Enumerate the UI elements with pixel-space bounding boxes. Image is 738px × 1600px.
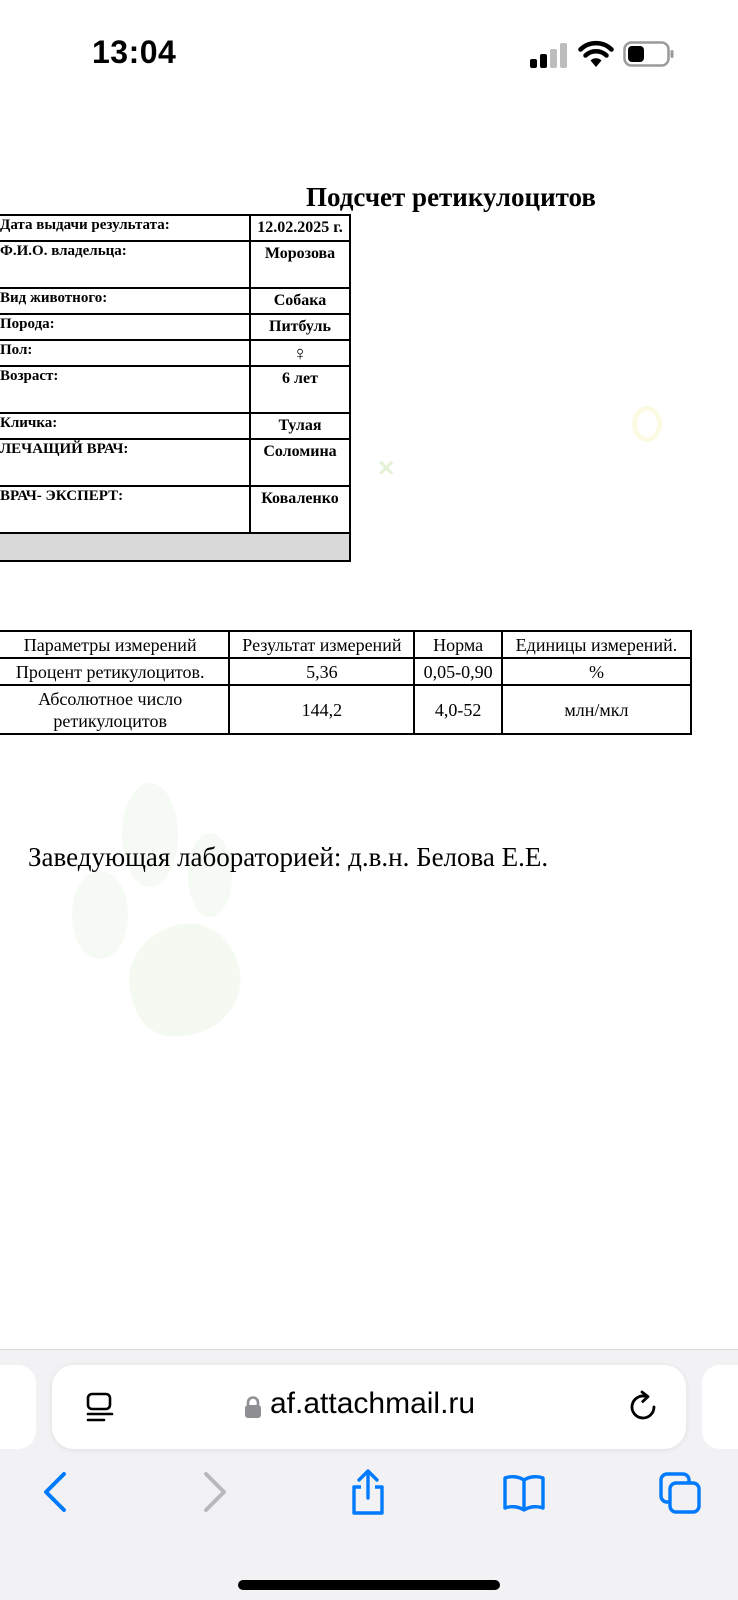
info-label: ЛЕЧАЩИЙ ВРАЧ: (0, 439, 250, 486)
address-bar[interactable] (52, 1365, 686, 1449)
info-label: Порода: (0, 314, 250, 340)
url-text[interactable]: af.attachmail.ru (270, 1387, 476, 1420)
info-label: Кличка: (0, 413, 250, 439)
info-value: Питбуль (250, 314, 350, 340)
results-table (0, 630, 692, 735)
results-header: Результат измерений (229, 631, 414, 658)
results-cell: 4,0-52 (414, 685, 502, 734)
share-icon[interactable] (346, 1468, 390, 1516)
circle-watermark-icon (632, 406, 662, 442)
results-cell: % (502, 658, 691, 685)
info-label: ВРАЧ- ЭКСПЕРТ: (0, 486, 250, 533)
results-header: Норма (414, 631, 502, 658)
back-chevron-icon[interactable] (34, 1468, 78, 1516)
page-menu-icon[interactable] (84, 1391, 116, 1423)
battery-icon (623, 41, 675, 67)
results-header-row (0, 631, 691, 658)
next-tab-preview[interactable] (702, 1365, 738, 1449)
previous-tab-preview[interactable] (0, 1365, 36, 1449)
info-label: Возраст: (0, 366, 250, 413)
info-label: Дата выдачи результата: (0, 215, 250, 241)
wifi-icon (578, 40, 614, 68)
browser-toolbar (0, 1349, 738, 1600)
info-row-species (0, 288, 350, 314)
lab-head-signature: Заведующая лабораторией: д.в.н. Белова Е.Е. (28, 842, 549, 872)
lock-icon (244, 1395, 262, 1419)
info-row-date (0, 215, 350, 241)
info-value: 12.02.2025 г. (250, 215, 350, 241)
gray-spacer-row (0, 533, 350, 561)
results-cell: 144,2 (229, 685, 414, 734)
results-cell: 5,36 (229, 658, 414, 685)
info-row-spacer (0, 533, 350, 561)
info-row-age (0, 366, 350, 413)
status-bar (0, 0, 738, 110)
cellular-signal-icon (530, 42, 568, 68)
results-header: Единицы измерений. (502, 631, 691, 658)
info-row-nickname (0, 413, 350, 439)
document-page (0, 110, 738, 1350)
info-row-owner (0, 241, 350, 288)
info-value: Морозова (250, 241, 350, 288)
info-row-expert-vet (0, 486, 350, 533)
info-label: Пол: (0, 340, 250, 366)
info-value: Коваленко (250, 486, 350, 533)
info-value: Собака (250, 288, 350, 314)
patient-info-table (0, 214, 351, 562)
document-title: Подсчет ретикулоцитов (306, 182, 596, 212)
results-cell: Процент ретикулоцитов. (0, 658, 229, 685)
info-row-breed (0, 314, 350, 340)
info-value: Соломина (250, 439, 350, 486)
info-value: 6 лет (250, 366, 350, 413)
results-cell: млн/мкл (502, 685, 691, 734)
paw-watermark-icon (60, 780, 260, 1060)
x-watermark-icon: × (378, 452, 395, 483)
tabs-icon[interactable] (658, 1468, 702, 1516)
info-row-sex (0, 340, 350, 366)
reload-icon[interactable] (627, 1390, 661, 1424)
results-header: Параметры измерений (0, 631, 229, 658)
info-row-attending-vet (0, 439, 350, 486)
results-cell: Абсолютное число ретикулоцитов (0, 685, 229, 734)
info-label: Ф.И.О. владельца: (0, 241, 250, 288)
results-row (0, 658, 691, 685)
home-indicator[interactable] (238, 1580, 500, 1590)
female-sign-icon: ♀ (250, 340, 350, 366)
info-label: Вид животного: (0, 288, 250, 314)
info-value: Тулая (250, 413, 350, 439)
results-cell: 0,05-0,90 (414, 658, 502, 685)
status-time: 13:04 (92, 34, 177, 70)
bookmarks-icon[interactable] (502, 1468, 546, 1516)
forward-chevron-icon[interactable] (192, 1468, 236, 1516)
results-row (0, 685, 691, 734)
